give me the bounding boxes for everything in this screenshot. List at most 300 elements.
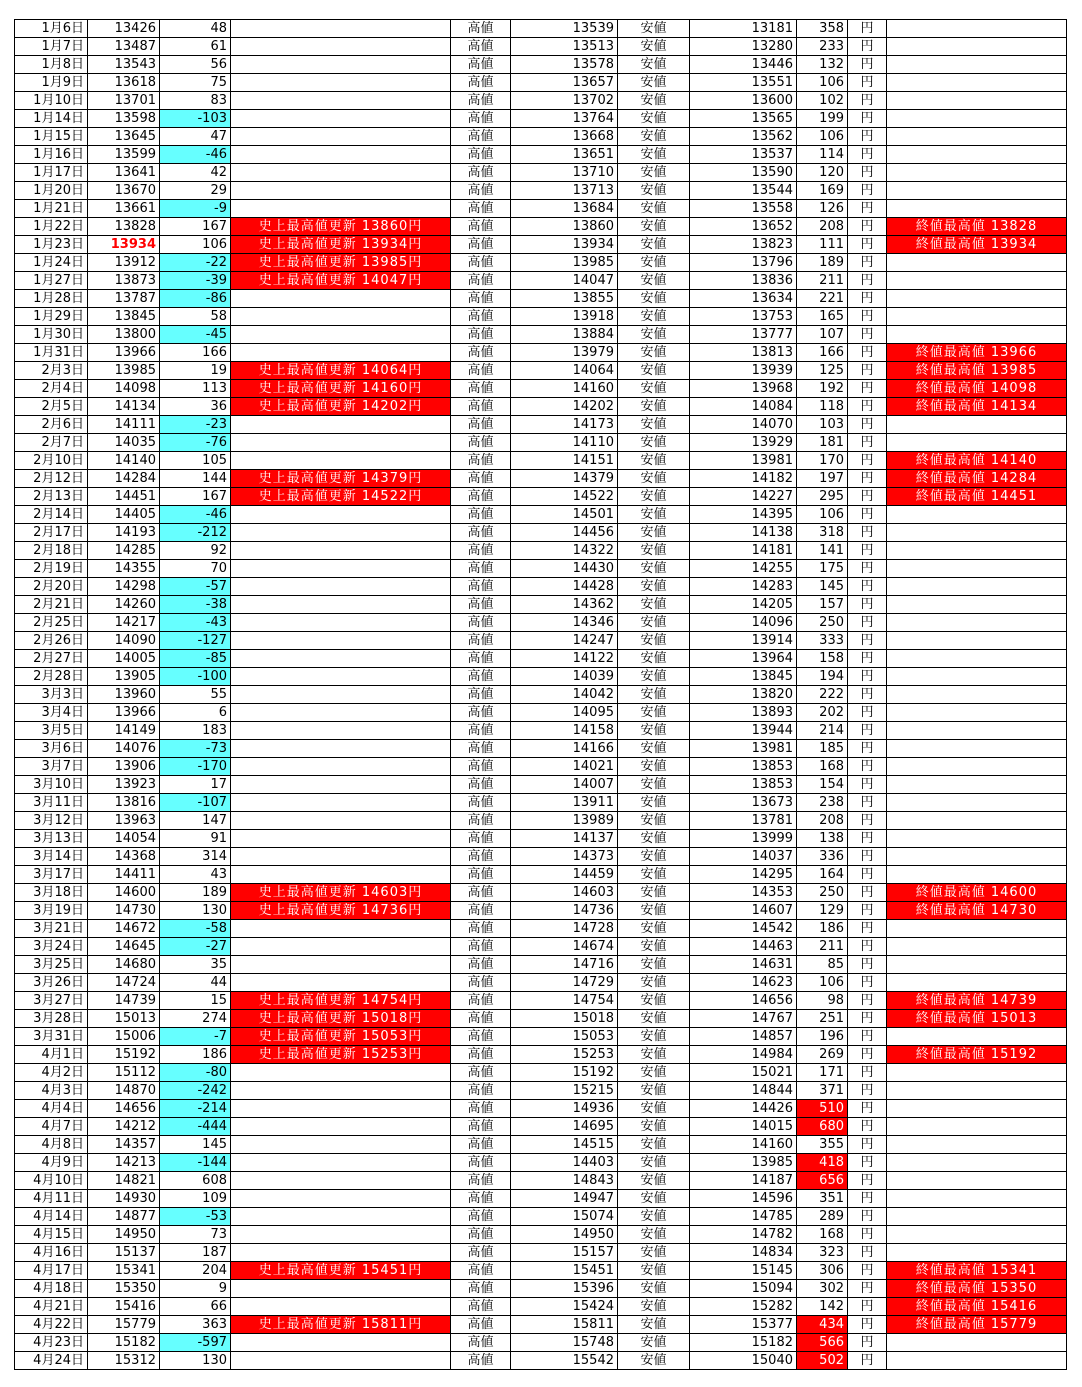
table-row: [15, 272, 1067, 290]
high-cell: 13710: [511, 164, 618, 182]
close-high-note: [887, 1244, 1067, 1262]
date-cell: 4月21日: [15, 1298, 88, 1316]
yen-unit: 円: [848, 128, 887, 146]
record-high-note: 史上最高値更新 14160円: [231, 380, 451, 398]
date-cell: 4月8日: [15, 1136, 88, 1154]
date-cell: 4月15日: [15, 1226, 88, 1244]
range-cell: 251: [797, 1010, 848, 1028]
low-label: 安値: [618, 686, 690, 704]
high-label: 高値: [451, 578, 511, 596]
range-cell: 142: [797, 1298, 848, 1316]
high-label: 高値: [451, 20, 511, 38]
close-cell: 13906: [88, 758, 160, 776]
close-high-note: [887, 812, 1067, 830]
range-cell: 351: [797, 1190, 848, 1208]
table-row: [15, 344, 1067, 362]
low-cell: 13968: [690, 380, 797, 398]
table-row: [15, 20, 1067, 38]
yen-unit: 円: [848, 1082, 887, 1100]
low-label: 安値: [618, 722, 690, 740]
record-high-note: [231, 164, 451, 182]
high-cell: 14362: [511, 596, 618, 614]
table-row: [15, 1226, 1067, 1244]
table-row: [15, 632, 1067, 650]
range-cell: 132: [797, 56, 848, 74]
yen-unit: 円: [848, 812, 887, 830]
range-cell: 102: [797, 92, 848, 110]
low-cell: 13944: [690, 722, 797, 740]
record-high-note: 史上最高値更新 14754円: [231, 992, 451, 1010]
high-label: 高値: [451, 1064, 511, 1082]
date-cell: 2月5日: [15, 398, 88, 416]
low-label: 安値: [618, 470, 690, 488]
yen-unit: 円: [848, 236, 887, 254]
low-cell: 13985: [690, 1154, 797, 1172]
low-label: 安値: [618, 920, 690, 938]
close-cell: 13618: [88, 74, 160, 92]
high-cell: 15811: [511, 1316, 618, 1334]
close-cell: 14821: [88, 1172, 160, 1190]
high-label: 高値: [451, 920, 511, 938]
close-cell: 15182: [88, 1334, 160, 1352]
range-cell: 168: [797, 758, 848, 776]
low-label: 安値: [618, 866, 690, 884]
date-cell: 4月1日: [15, 1046, 88, 1064]
range-cell: 194: [797, 668, 848, 686]
record-high-note: 史上最高値更新 14379円: [231, 470, 451, 488]
table-row: [15, 1010, 1067, 1028]
low-label: 安値: [618, 200, 690, 218]
yen-unit: 円: [848, 362, 887, 380]
high-cell: 13702: [511, 92, 618, 110]
date-cell: 2月25日: [15, 614, 88, 632]
high-label: 高値: [451, 542, 511, 560]
range-cell: 157: [797, 596, 848, 614]
close-cell: 13645: [88, 128, 160, 146]
table-row: [15, 182, 1067, 200]
high-cell: 13884: [511, 326, 618, 344]
table-row: [15, 1280, 1067, 1298]
high-cell: 15074: [511, 1208, 618, 1226]
change-cell: 274: [160, 1010, 231, 1028]
low-cell: 13820: [690, 686, 797, 704]
close-cell: 14111: [88, 416, 160, 434]
close-high-note: [887, 686, 1067, 704]
record-high-note: [231, 182, 451, 200]
record-high-note: [231, 1100, 451, 1118]
date-cell: 1月17日: [15, 164, 88, 182]
yen-unit: 円: [848, 506, 887, 524]
yen-unit: 円: [848, 920, 887, 938]
close-cell: 15137: [88, 1244, 160, 1262]
change-cell: -23: [160, 416, 231, 434]
high-label: 高値: [451, 596, 511, 614]
table-row: [15, 488, 1067, 506]
range-cell: 141: [797, 542, 848, 560]
table-row: [15, 830, 1067, 848]
close-cell: 14368: [88, 848, 160, 866]
close-cell: 14730: [88, 902, 160, 920]
low-label: 安値: [618, 1280, 690, 1298]
record-high-note: [231, 74, 451, 92]
high-cell: 14137: [511, 830, 618, 848]
high-cell: 14947: [511, 1190, 618, 1208]
high-cell: 13513: [511, 38, 618, 56]
record-high-note: [231, 506, 451, 524]
high-cell: 13668: [511, 128, 618, 146]
close-high-note: [887, 506, 1067, 524]
close-cell: 13960: [88, 686, 160, 704]
table-row: [15, 218, 1067, 236]
table-row: [15, 1172, 1067, 1190]
high-label: 高値: [451, 1262, 511, 1280]
high-cell: 14379: [511, 470, 618, 488]
range-cell: 214: [797, 722, 848, 740]
table-row: [15, 110, 1067, 128]
high-cell: 13979: [511, 344, 618, 362]
range-cell: 418: [797, 1154, 848, 1172]
close-high-note: 終値最高値 15341: [887, 1262, 1067, 1280]
low-label: 安値: [618, 1298, 690, 1316]
range-cell: 222: [797, 686, 848, 704]
high-cell: 14151: [511, 452, 618, 470]
high-label: 高値: [451, 1118, 511, 1136]
low-cell: 14844: [690, 1082, 797, 1100]
yen-unit: 円: [848, 38, 887, 56]
range-cell: 502: [797, 1352, 848, 1370]
low-label: 安値: [618, 38, 690, 56]
record-high-note: [231, 200, 451, 218]
high-cell: 13918: [511, 308, 618, 326]
range-cell: 208: [797, 812, 848, 830]
close-high-note: 終値最高値 15416: [887, 1298, 1067, 1316]
low-cell: 14656: [690, 992, 797, 1010]
yen-unit: 円: [848, 1172, 887, 1190]
date-cell: 4月14日: [15, 1208, 88, 1226]
close-high-note: [887, 956, 1067, 974]
close-cell: 13828: [88, 218, 160, 236]
change-cell: -214: [160, 1100, 231, 1118]
table-row: [15, 164, 1067, 182]
date-cell: 2月21日: [15, 596, 88, 614]
close-high-note: [887, 308, 1067, 326]
low-cell: 13823: [690, 236, 797, 254]
close-cell: 14355: [88, 560, 160, 578]
high-label: 高値: [451, 164, 511, 182]
close-cell: 14076: [88, 740, 160, 758]
yen-unit: 円: [848, 578, 887, 596]
table-row: [15, 1316, 1067, 1334]
high-label: 高値: [451, 236, 511, 254]
low-label: 安値: [618, 542, 690, 560]
range-cell: 318: [797, 524, 848, 542]
table-row: [15, 938, 1067, 956]
high-label: 高値: [451, 1046, 511, 1064]
high-label: 高値: [451, 344, 511, 362]
low-label: 安値: [618, 1262, 690, 1280]
high-label: 高値: [451, 848, 511, 866]
yen-unit: 円: [848, 1262, 887, 1280]
range-cell: 221: [797, 290, 848, 308]
high-cell: 14173: [511, 416, 618, 434]
close-high-note: [887, 92, 1067, 110]
low-cell: 15182: [690, 1334, 797, 1352]
low-cell: 13853: [690, 758, 797, 776]
change-cell: 42: [160, 164, 231, 182]
table-row: [15, 200, 1067, 218]
yen-unit: 円: [848, 776, 887, 794]
change-cell: 15: [160, 992, 231, 1010]
range-cell: 166: [797, 344, 848, 362]
record-high-note: [231, 452, 451, 470]
record-high-note: 史上最高値更新 13934円: [231, 236, 451, 254]
high-cell: 14122: [511, 650, 618, 668]
table-row: [15, 506, 1067, 524]
table-row: [15, 362, 1067, 380]
low-cell: 14785: [690, 1208, 797, 1226]
record-high-note: [231, 596, 451, 614]
record-high-note: [231, 1118, 451, 1136]
high-label: 高値: [451, 506, 511, 524]
record-high-note: 史上最高値更新 14522円: [231, 488, 451, 506]
high-label: 高値: [451, 254, 511, 272]
close-high-note: [887, 758, 1067, 776]
change-cell: 75: [160, 74, 231, 92]
close-high-note: [887, 200, 1067, 218]
high-label: 高値: [451, 614, 511, 632]
low-cell: 13673: [690, 794, 797, 812]
table-row: [15, 146, 1067, 164]
change-cell: 106: [160, 236, 231, 254]
low-cell: 14015: [690, 1118, 797, 1136]
high-cell: 14322: [511, 542, 618, 560]
high-label: 高値: [451, 128, 511, 146]
close-high-note: 終値最高値 13966: [887, 344, 1067, 362]
high-cell: 15542: [511, 1352, 618, 1370]
close-cell: 14451: [88, 488, 160, 506]
high-label: 高値: [451, 722, 511, 740]
range-cell: 125: [797, 362, 848, 380]
yen-unit: 円: [848, 1208, 887, 1226]
high-label: 高値: [451, 398, 511, 416]
high-cell: 14158: [511, 722, 618, 740]
record-high-note: 史上最高値更新 14047円: [231, 272, 451, 290]
low-label: 安値: [618, 560, 690, 578]
high-cell: 13684: [511, 200, 618, 218]
close-cell: 13787: [88, 290, 160, 308]
close-high-note: [887, 1028, 1067, 1046]
low-cell: 13558: [690, 200, 797, 218]
date-cell: 3月18日: [15, 884, 88, 902]
range-cell: 170: [797, 452, 848, 470]
high-label: 高値: [451, 650, 511, 668]
close-cell: 13966: [88, 344, 160, 362]
table-row: [15, 1046, 1067, 1064]
date-cell: 3月24日: [15, 938, 88, 956]
close-high-note: [887, 830, 1067, 848]
high-label: 高値: [451, 452, 511, 470]
range-cell: 145: [797, 578, 848, 596]
low-cell: 13813: [690, 344, 797, 362]
record-high-note: [231, 92, 451, 110]
low-label: 安値: [618, 290, 690, 308]
table-row: [15, 1100, 1067, 1118]
date-cell: 2月7日: [15, 434, 88, 452]
record-high-note: [231, 542, 451, 560]
high-cell: 14095: [511, 704, 618, 722]
yen-unit: 円: [848, 740, 887, 758]
high-cell: 15053: [511, 1028, 618, 1046]
high-label: 高値: [451, 182, 511, 200]
date-cell: 4月9日: [15, 1154, 88, 1172]
yen-unit: 円: [848, 848, 887, 866]
close-high-note: [887, 128, 1067, 146]
high-cell: 13989: [511, 812, 618, 830]
record-high-note: [231, 1190, 451, 1208]
change-cell: 167: [160, 488, 231, 506]
low-label: 安値: [618, 92, 690, 110]
low-label: 安値: [618, 434, 690, 452]
change-cell: -53: [160, 1208, 231, 1226]
close-high-note: [887, 650, 1067, 668]
low-cell: 13562: [690, 128, 797, 146]
table-row: [15, 920, 1067, 938]
high-cell: 14950: [511, 1226, 618, 1244]
range-cell: 107: [797, 326, 848, 344]
date-cell: 2月19日: [15, 560, 88, 578]
change-cell: -46: [160, 146, 231, 164]
high-label: 高値: [451, 1010, 511, 1028]
change-cell: 58: [160, 308, 231, 326]
date-cell: 2月20日: [15, 578, 88, 596]
range-cell: 566: [797, 1334, 848, 1352]
close-cell: 14950: [88, 1226, 160, 1244]
table-row: [15, 1352, 1067, 1370]
high-label: 高値: [451, 1136, 511, 1154]
low-cell: 14182: [690, 470, 797, 488]
close-cell: 13670: [88, 182, 160, 200]
table-row: [15, 794, 1067, 812]
close-high-note: [887, 1154, 1067, 1172]
close-high-note: [887, 938, 1067, 956]
high-cell: 14695: [511, 1118, 618, 1136]
change-cell: -46: [160, 506, 231, 524]
low-label: 安値: [618, 740, 690, 758]
close-high-note: [887, 866, 1067, 884]
close-cell: 14680: [88, 956, 160, 974]
high-label: 高値: [451, 740, 511, 758]
low-cell: 13981: [690, 740, 797, 758]
range-cell: 168: [797, 1226, 848, 1244]
low-cell: 14463: [690, 938, 797, 956]
low-label: 安値: [618, 578, 690, 596]
table-row: [15, 686, 1067, 704]
table-row: [15, 848, 1067, 866]
change-cell: -127: [160, 632, 231, 650]
low-label: 安値: [618, 1334, 690, 1352]
close-cell: 14405: [88, 506, 160, 524]
low-label: 安値: [618, 1136, 690, 1154]
high-cell: 15451: [511, 1262, 618, 1280]
yen-unit: 円: [848, 1280, 887, 1298]
high-label: 高値: [451, 1352, 511, 1370]
yen-unit: 円: [848, 452, 887, 470]
close-high-note: [887, 776, 1067, 794]
change-cell: -107: [160, 794, 231, 812]
yen-unit: 円: [848, 884, 887, 902]
close-cell: 14411: [88, 866, 160, 884]
low-label: 安値: [618, 56, 690, 74]
low-label: 安値: [618, 488, 690, 506]
date-cell: 3月12日: [15, 812, 88, 830]
high-label: 高値: [451, 812, 511, 830]
table-row: [15, 416, 1067, 434]
change-cell: 70: [160, 560, 231, 578]
close-high-note: [887, 1082, 1067, 1100]
range-cell: 106: [797, 506, 848, 524]
low-cell: 14623: [690, 974, 797, 992]
change-cell: 314: [160, 848, 231, 866]
date-cell: 4月23日: [15, 1334, 88, 1352]
close-cell: 14600: [88, 884, 160, 902]
close-high-note: 終値最高値 14739: [887, 992, 1067, 1010]
record-high-note: [231, 1352, 451, 1370]
range-cell: 302: [797, 1280, 848, 1298]
date-cell: 3月11日: [15, 794, 88, 812]
range-cell: 199: [797, 110, 848, 128]
record-high-note: [231, 38, 451, 56]
close-cell: 13966: [88, 704, 160, 722]
close-high-note: [887, 1100, 1067, 1118]
change-cell: 166: [160, 344, 231, 362]
range-cell: 165: [797, 308, 848, 326]
change-cell: 183: [160, 722, 231, 740]
date-cell: 1月20日: [15, 182, 88, 200]
close-cell: 15312: [88, 1352, 160, 1370]
change-cell: 147: [160, 812, 231, 830]
date-cell: 1月7日: [15, 38, 88, 56]
close-high-note: [887, 596, 1067, 614]
close-cell: 14098: [88, 380, 160, 398]
high-label: 高値: [451, 488, 511, 506]
close-cell: 14217: [88, 614, 160, 632]
date-cell: 2月3日: [15, 362, 88, 380]
low-label: 安値: [618, 1226, 690, 1244]
low-cell: 15040: [690, 1352, 797, 1370]
range-cell: 171: [797, 1064, 848, 1082]
close-high-note: [887, 542, 1067, 560]
low-label: 安値: [618, 1010, 690, 1028]
table-row: [15, 812, 1067, 830]
date-cell: 1月21日: [15, 200, 88, 218]
change-cell: 44: [160, 974, 231, 992]
change-cell: 189: [160, 884, 231, 902]
date-cell: 1月6日: [15, 20, 88, 38]
table-row: [15, 398, 1067, 416]
high-cell: 14430: [511, 560, 618, 578]
table-row: [15, 1244, 1067, 1262]
high-cell: 13934: [511, 236, 618, 254]
record-high-note: [231, 524, 451, 542]
close-cell: 14645: [88, 938, 160, 956]
date-cell: 2月27日: [15, 650, 88, 668]
high-label: 高値: [451, 110, 511, 128]
range-cell: 211: [797, 938, 848, 956]
change-cell: 47: [160, 128, 231, 146]
yen-unit: 円: [848, 1154, 887, 1172]
yen-unit: 円: [848, 146, 887, 164]
close-high-note: [887, 272, 1067, 290]
